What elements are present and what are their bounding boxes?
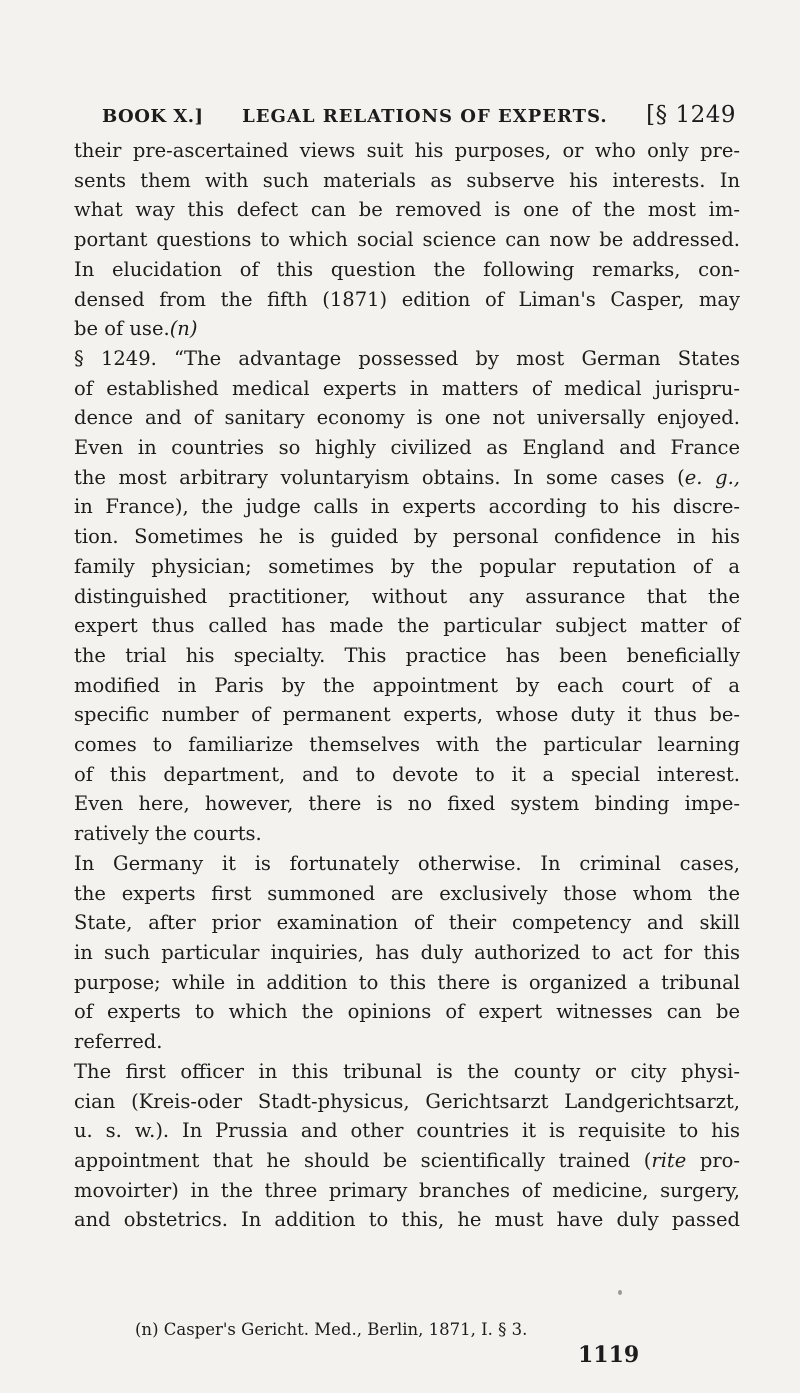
running-header bbox=[102, 102, 736, 134]
text-line: ratively the courts. bbox=[74, 822, 262, 846]
text-line: comes to familiarize themselves with the particular learning bbox=[74, 733, 740, 757]
text-line: expert thus called has made the particular subject matter of bbox=[74, 614, 740, 638]
text-line: of established medical experts in matters of medical jurispru- bbox=[74, 376, 740, 400]
italic-eg: e. g., bbox=[684, 465, 740, 489]
text-line: the trial his specialty. This practice has been beneficially bbox=[74, 643, 740, 667]
text-line: the experts first summoned are exclusively those whom the bbox=[74, 881, 740, 905]
header-book: BOOK X.] bbox=[102, 106, 204, 127]
text-line: Even in countries so highly civilized as England and France bbox=[74, 436, 740, 460]
text-fragment: appointment that he should be scientifically trained ( bbox=[74, 1148, 652, 1172]
text-line: densed from the fifth (1871) edition of Liman's Casper, may bbox=[74, 287, 740, 311]
italic-rite: rite bbox=[651, 1148, 687, 1172]
text-line: family physician; sometimes by the popular reputation of a bbox=[74, 554, 740, 578]
text-line: referred. bbox=[74, 1030, 163, 1054]
text-line: and obstetrics. In addition to this, he must have duly passed bbox=[74, 1208, 740, 1232]
print-speck bbox=[618, 1290, 622, 1295]
footnote-reference: (n) bbox=[169, 317, 198, 341]
text-line: of experts to which the opinions of expert witnesses can be bbox=[74, 1000, 740, 1024]
text-line: dence and of sanitary economy is one not universally enjoyed. bbox=[74, 406, 740, 430]
text-line: of this department, and to devote to it a special interest. bbox=[74, 762, 740, 786]
text-line: In Germany it is fortunately otherwise. In criminal cases, bbox=[74, 851, 740, 875]
footnote: (n) Casper's Gericht. Med., Berlin, 1871, I. § 3. bbox=[135, 1320, 528, 1339]
text-line bbox=[74, 314, 740, 344]
text-line: portant questions to which social science can now be addressed. bbox=[74, 228, 740, 252]
text-line: cian (Kreis-oder Stadt-physicus, Gerichtsarzt Landgerichtsarzt, bbox=[74, 1089, 740, 1113]
text-line: § 1249. “The advantage possessed by most German States bbox=[74, 346, 740, 370]
page-number: 1119 bbox=[578, 1342, 640, 1368]
text-line: Even here, however, there is no fixed system binding impe- bbox=[74, 792, 740, 816]
text-line bbox=[74, 1146, 740, 1176]
text-line: specific number of permanent experts, whose duty it thus be- bbox=[74, 703, 740, 727]
text-line bbox=[74, 463, 740, 493]
text-line: in France), the judge calls in experts according to his discre- bbox=[74, 495, 740, 519]
text-line: In elucidation of this question the following remarks, con- bbox=[74, 257, 740, 281]
text-line: their pre-ascertained views suit his purposes, or who only pre- bbox=[74, 139, 740, 162]
text-line: State, after prior examination of their competency and skill bbox=[74, 911, 740, 935]
text-line: what way this defect can be removed is one of the most im- bbox=[74, 198, 740, 222]
text-fragment: pro- bbox=[686, 1148, 740, 1172]
text-line: u. s. w.). In Prussia and other countries it is requisite to his bbox=[74, 1119, 740, 1143]
text-fragment: be of use. bbox=[74, 317, 170, 341]
body-text bbox=[74, 136, 740, 1235]
text-fragment: the most arbitrary voluntaryism obtains. In some cases ( bbox=[74, 465, 685, 489]
text-line: in such particular inquiries, has duly authorized to act for this bbox=[74, 940, 740, 964]
header-title: LEGAL RELATIONS OF EXPERTS. bbox=[242, 106, 608, 127]
text-line: movoirter) in the three primary branches of medicine, surgery, bbox=[74, 1178, 740, 1202]
text-line: modified in Paris by the appointment by each court of a bbox=[74, 673, 740, 697]
text-line: tion. Sometimes he is guided by personal confidence in his bbox=[74, 525, 740, 549]
text-line: The first officer in this tribunal is the county or city physi- bbox=[74, 1059, 740, 1083]
text-line: sents them with such materials as subserve his interests. In bbox=[74, 168, 740, 192]
text-line: purpose; while in addition to this there is organized a tribunal bbox=[74, 970, 740, 994]
text-line: distinguished practitioner, without any assurance that the bbox=[74, 584, 740, 608]
header-section: [§ 1249 bbox=[646, 102, 736, 128]
